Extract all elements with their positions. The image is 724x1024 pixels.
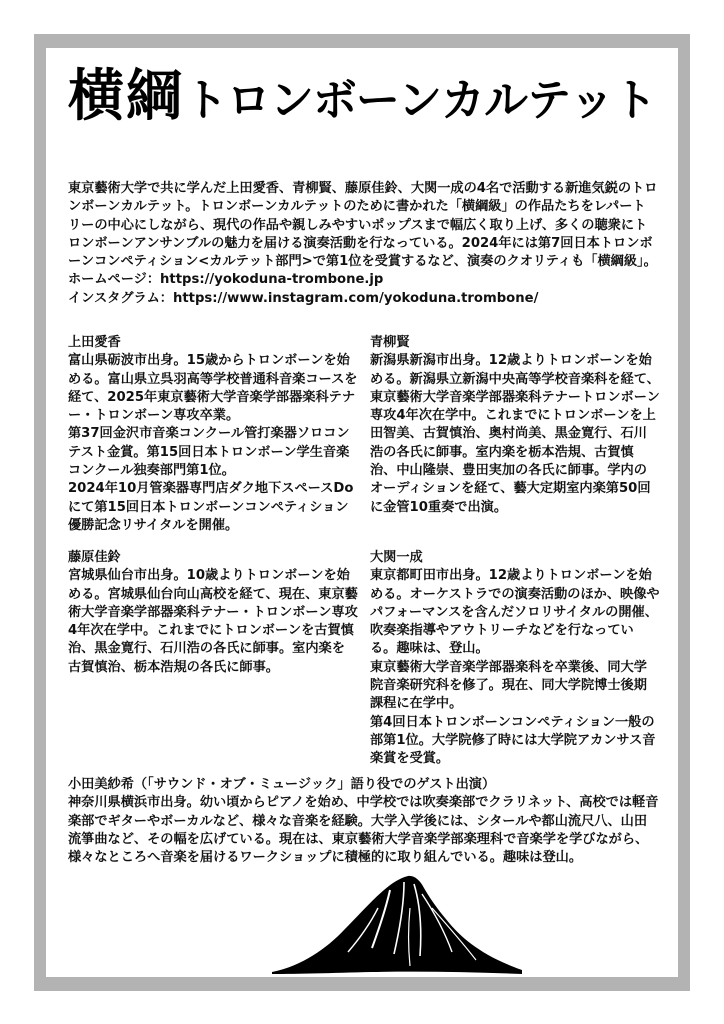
member-profile-fujiwara <box>68 549 358 677</box>
member-name: 大関一成 <box>370 550 423 565</box>
member-bio: 第37回金沢市音楽コンクール管打楽器ソロコンテスト金賞。第15回日本トロンボーン学生音楽コンクール独奏部門第1位。 <box>68 426 350 479</box>
homepage-line: ホームページ：https://yokoduna-trombone.jp <box>68 272 384 288</box>
mountain-illustration <box>272 868 522 976</box>
member-name: 上田愛香 <box>68 335 121 350</box>
title-kana: トロンボーンカルテット <box>183 75 657 126</box>
member-bio: 宮城県仙台市出身。10歳よりトロンボーンを始める。宮城県仙台向山高校を経て、現在、東京藝術大学音楽学部器楽科テナー・トロンボーン専攻4年次在学中。これまでにトロンボーンを古賀慎治、黒金寛行、石川浩の各氏に師事。室内楽を古賀慎治、栃本浩規の各氏に師事。 <box>68 568 358 675</box>
member-name: 青柳賢 <box>370 335 410 350</box>
guest-bio: 神奈川県横浜市出身。幼い頃からピアノを始め、中学校では吹奏楽部でクラリネット、高校では軽音楽部でギターやボーカルなど、様々な音楽を経験。大学入学後には、シタールや都山流尺八、山田流箏曲など、その幅を広げている。現在は、東京藝術大学音楽学部楽理科で音楽学を学びながら、様々なところへ音楽を届けるワークショップに積極的に取り組んでいる。趣味は登山。 <box>68 795 659 866</box>
page-title <box>0 52 724 132</box>
member-profile-aoyagi <box>370 334 660 517</box>
member-bio: 富山県砺波市出身。15歳からトロンボーンを始める。富山県立呉羽高等学校普通科音楽コースを経て、2025年東京藝術大学音楽学部器楽科テナー・トロンボーン専攻卒業。 <box>68 353 358 424</box>
mountain-silhouette <box>272 876 522 974</box>
member-name: 藤原佳鈴 <box>68 550 121 565</box>
member-bio: 東京藝術大学音楽学部器楽科を卒業後、同大学院音楽研究科を修了。現在、同大学院博士後期課程に在学中。 <box>370 659 647 712</box>
member-profile-ozeki <box>370 549 660 769</box>
guest-profile <box>68 776 660 867</box>
intro-paragraph: 東京藝術大学で共に学んだ上田愛香、青柳賢、藤原佳鈴、大関一成の4名で活動する新進気鋭のトロンボーンカルテット。トロンボーンカルテットのために書かれた「横綱級」の作品たちをレパートリーの中心にしながら、現代の作品や親しみやすいポップスまで幅広く取り上げ、多くの聴衆にトロンボーンアンサンブルの魅力を届ける演奏活動を行なっている。2024年には第7回日本トロンボーンコンペティション<カルテット部門>で第1位を受賞するなど、演奏のクオリティも「横綱級」。 <box>68 181 658 270</box>
member-bio: 東京都町田市出身。12歳よりトロンボーンを始める。オーケストラでの演奏活動のほか、映像やパフォーマンスを含んだソロリサイタルの開催、吹奏楽指導やアウトリーチなどを行なっている。趣味は、登山。 <box>370 568 660 657</box>
intro-section <box>68 180 658 308</box>
instagram-line: インスタグラム：https://www.instagram.com/yokoduna.trombone/ <box>68 290 539 306</box>
guest-name: 小田美紗希（「サウンド・オブ・ミュージック」語り役でのゲスト出演） <box>68 777 496 792</box>
member-bio: 新潟県新潟市出身。12歳よりトロンボーンを始める。新潟県立新潟中央高等学校音楽科を経て、東京藝術大学音楽学部器楽科テナートロンボーン専攻4年次在学中。これまでにトロンボーンを上田智美、古賀慎治、奥村尚美、黒金寛行、石川浩の各氏に師事。室内楽を栃本浩規、古賀慎治、中山隆崇、豊田実加の各氏に師事。学内のオーディションを経て、藝大定期室内楽第50回に金管10重奏で出演。 <box>370 353 660 515</box>
member-profile-ueda <box>68 334 358 535</box>
title-kanji: 横綱 <box>67 64 184 129</box>
member-bio: 第4回日本トロンボーンコンペティション一般の部第1位。大学院修了時には大学院アカンサス音楽賞を受賞。 <box>370 714 656 767</box>
member-bio: 2024年10月管楽器専門店ダク地下スペースDoにて第15回日本トロンボーンコンペティション優勝記念リサイタルを開催。 <box>68 481 354 533</box>
